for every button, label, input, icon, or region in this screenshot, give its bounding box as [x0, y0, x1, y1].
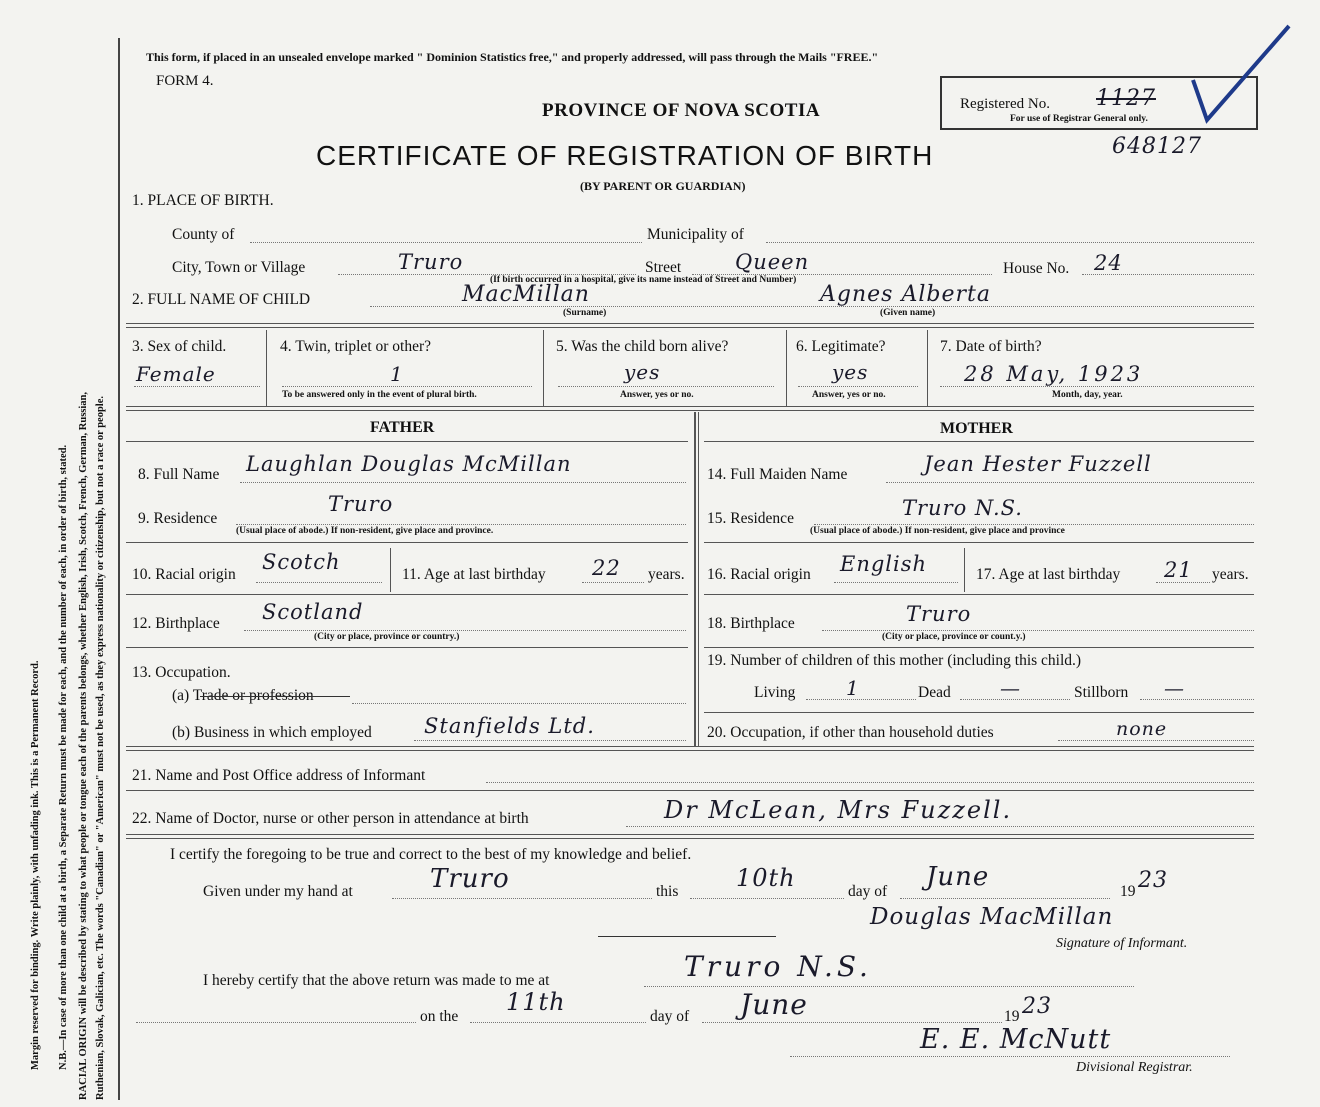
legitimate-value: yes [832, 360, 869, 384]
registrar-day-line [470, 1022, 646, 1023]
mother-birthplace-label: 18. Birthplace [707, 615, 795, 632]
registrar-on-the-label: on the [420, 1008, 459, 1025]
mother-birthplace-line [822, 630, 1254, 631]
registrar-day-of-label: day of [650, 1008, 690, 1025]
margin-rule [118, 38, 120, 1100]
father-age-line [582, 582, 644, 583]
father-race-label: 10. Racial origin [132, 566, 236, 583]
living-line [806, 699, 916, 700]
section-divider [126, 746, 1254, 751]
legitimate-label: 6. Legitimate? [796, 338, 886, 355]
dob-value: 28 May, 1923 [964, 362, 1144, 386]
column-divider [543, 330, 544, 406]
margin-note-3: RACIAL ORIGIN will be described by stating to what people or tongue each of the parents belongs, whether English, Irish, Scotch, French, German, Russian, [78, 391, 89, 1100]
father-birthplace-value: Scotland [262, 600, 364, 624]
province-heading: PROVINCE OF NOVA SCOTIA [542, 100, 821, 121]
legitimate-line [798, 386, 918, 387]
dob-line [940, 386, 1254, 387]
doctor-value: Dr McLean, Mrs Fuzzell. [664, 796, 1013, 824]
father-heading: FATHER [370, 419, 435, 436]
section-divider [126, 834, 1254, 839]
twin-note: To be answered only in the event of plural birth. [282, 390, 477, 400]
municipality-label: Municipality of [647, 226, 744, 243]
mother-birthplace-value: Truro [906, 602, 972, 626]
born-alive-line [558, 386, 774, 387]
margin-note-1: Margin reserved for binding. Write plainly, with unfading ink. This is a Permanent Record. [30, 660, 41, 1070]
doctor-label: 22. Name of Doctor, nurse or other person in attendance at birth [132, 810, 529, 827]
doctor-line [626, 826, 1254, 827]
mother-residence-value: Truro N.S. [902, 496, 1023, 520]
rule [126, 647, 688, 648]
section-divider [126, 406, 1254, 411]
father-name-line [240, 482, 686, 483]
born-alive-note: Answer, yes or no. [620, 390, 694, 400]
father-residence-line [236, 524, 686, 525]
registrar-place-value: Truro N.S. [684, 950, 872, 983]
registrar-signature-line [790, 1056, 1230, 1057]
hospital-note: (If birth occurred in a hospital, give its name instead of Street and Number) [490, 275, 797, 285]
dob-label: 7. Date of birth? [940, 338, 1042, 355]
father-birthplace-note: (City or place, province or country.) [314, 632, 460, 642]
given-month-value: June [926, 862, 990, 892]
mother-dead-value: — [1000, 676, 1021, 700]
father-age-unit: years. [648, 566, 685, 583]
father-name-label: 8. Full Name [138, 466, 220, 483]
page-subtitle: (BY PARENT OR GUARDIAN) [580, 179, 746, 193]
twin-label: 4. Twin, triplet or other? [280, 338, 432, 355]
registrar-month-line [702, 1022, 1002, 1023]
father-occupation-label: 13. Occupation. [132, 664, 231, 681]
rule [704, 594, 1254, 595]
registrar-place-line [644, 986, 1134, 987]
informant-line [486, 782, 1254, 783]
column-divider [927, 330, 928, 406]
parents-divider [694, 412, 696, 746]
given-year-prefix: 19 [1120, 883, 1136, 900]
father-trade-label: (a) Trade or profession [172, 687, 314, 704]
annotation-number: 648127 [1112, 134, 1202, 159]
dob-note: Month, day, year. [1052, 390, 1123, 400]
registered-number: 1127 [1096, 86, 1156, 111]
parents-divider [698, 412, 699, 746]
registrar-note: For use of Registrar General only. [1010, 114, 1148, 124]
born-alive-label: 5. Was the child born alive? [556, 338, 729, 355]
father-name-value: Laughlan Douglas McMillan [246, 452, 572, 476]
stillborn-line [1140, 699, 1254, 700]
mother-residence-line [814, 524, 1254, 525]
column-divider [786, 330, 787, 406]
father-birthplace-label: 12. Birthplace [132, 615, 220, 632]
given-day-line [690, 898, 844, 899]
child-name-label: 2. FULL NAME OF CHILD [132, 291, 311, 308]
column-divider [390, 548, 391, 592]
section-divider [126, 323, 1254, 328]
mother-name-label: 14. Full Maiden Name [707, 466, 848, 483]
mother-race-line [834, 582, 958, 583]
father-race-line [256, 582, 382, 583]
registrar-leading-line [136, 1022, 416, 1023]
sex-label: 3. Sex of child. [132, 338, 227, 355]
registrar-signature: E. E. McNutt [920, 1024, 1112, 1055]
mother-living-label: Living [754, 684, 796, 701]
father-race-value: Scotch [262, 550, 341, 574]
father-business-value: Stanfields Ltd. [424, 714, 595, 738]
mother-age-label: 17. Age at last birthday [976, 566, 1121, 583]
sex-line [134, 386, 260, 387]
mother-name-value: Jean Hester Fuzzell [924, 452, 1152, 476]
rule [704, 712, 1254, 713]
house-label: House No. [1003, 260, 1070, 277]
surname-caption: (Surname) [563, 308, 607, 318]
sex-value: Female [136, 362, 216, 386]
mother-stillborn-value: — [1164, 676, 1185, 700]
city-value: Truro [398, 250, 464, 274]
certify-statement: I certify the foregoing to be true and correct to the best of my knowledge and belief. [170, 846, 692, 863]
given-place-value: Truro [430, 864, 510, 894]
rule [126, 594, 688, 595]
mother-birthplace-note: (City or place, province or count.y.) [882, 632, 1026, 642]
registrar-year-value: 23 [1022, 994, 1052, 1019]
mother-stillborn-label: Stillborn [1074, 684, 1129, 701]
given-under-label: Given under my hand at [203, 883, 353, 900]
street-label: Street [645, 259, 682, 276]
mother-age-line [1156, 582, 1210, 583]
form-number: FORM 4. [156, 73, 214, 89]
page-title: CERTIFICATE OF REGISTRATION OF BIRTH [316, 140, 934, 171]
given-month-line [900, 898, 1110, 899]
registrar-month-value: June [740, 988, 808, 1021]
father-age-value: 22 [592, 556, 621, 580]
mother-occupation-label: 20. Occupation, if other than household duties [707, 724, 994, 741]
city-label: City, Town or Village [172, 259, 306, 276]
father-trade-line [352, 703, 686, 704]
mother-occupation-line [1058, 740, 1254, 741]
column-divider [266, 330, 267, 406]
street-value: Queen [735, 250, 810, 274]
rule [704, 441, 1254, 442]
mother-residence-label: 15. Residence [707, 510, 794, 527]
father-residence-label: 9. Residence [138, 510, 218, 527]
rule [704, 542, 1254, 543]
check-mark-icon [1185, 20, 1295, 130]
place-of-birth-heading: 1. PLACE OF BIRTH. [132, 192, 274, 209]
county-line [250, 242, 642, 243]
registrar-caption: Divisional Registrar. [1076, 1060, 1193, 1075]
father-residence-value: Truro [328, 492, 394, 516]
mother-age-value: 21 [1164, 558, 1193, 582]
father-residence-note: (Usual place of abode.) If non-resident, give place and province. [236, 526, 494, 536]
county-label: County of [172, 226, 235, 243]
child-surname: MacMillan [462, 282, 590, 307]
mother-age-unit: years. [1212, 566, 1249, 583]
father-birthplace-line [244, 630, 686, 631]
born-alive-value: yes [624, 360, 661, 384]
rule [126, 441, 688, 442]
mother-living-value: 1 [846, 676, 860, 700]
mother-name-line [886, 482, 1254, 483]
child-given-name: Agnes Alberta [820, 282, 991, 307]
twin-line [282, 386, 532, 387]
rule [126, 542, 688, 543]
informant-signature: Douglas MacMillan [870, 904, 1114, 930]
blank-rule [598, 936, 776, 937]
mother-occupation-value: none [1116, 718, 1168, 740]
mother-race-label: 16. Racial origin [707, 566, 811, 583]
mother-children-label: 19. Number of children of this mother (including this child.) [707, 652, 1082, 669]
given-caption: (Given name) [880, 308, 936, 318]
given-place-line [392, 898, 652, 899]
mother-race-value: English [840, 552, 928, 576]
rule [126, 790, 1254, 791]
given-year-value: 23 [1138, 868, 1168, 893]
rule [704, 647, 1254, 648]
registered-label: Registered No. [960, 96, 1050, 112]
given-day-value: 10th [736, 864, 796, 892]
informant-signature-caption: Signature of Informant. [1056, 936, 1188, 951]
twin-value: 1 [390, 362, 404, 386]
mailing-notice: This form, if placed in an unsealed envelope marked " Dominion Statistics free," and properly addressed, will pass through the Mails "FREE." [146, 50, 879, 64]
father-business-label: (b) Business in which employed [172, 724, 372, 741]
house-value: 24 [1094, 251, 1123, 275]
trade-strikethrough [200, 696, 350, 697]
informant-label: 21. Name and Post Office address of Informant [132, 767, 426, 784]
margin-note-4: Ruthenian, Slovak, Galician, etc. The words "Canadian" or "American" must not be used, as they express nationality or citizenship, but not a race or people. [95, 395, 106, 1100]
municipality-line [766, 242, 1254, 243]
this-label: this [656, 883, 679, 900]
father-age-label: 11. Age at last birthday [402, 566, 546, 583]
father-business-line [414, 740, 686, 741]
legitimate-note: Answer, yes or no. [812, 390, 886, 400]
column-divider [964, 548, 965, 592]
mother-heading: MOTHER [940, 420, 1013, 437]
given-day-of-label: day of [848, 883, 888, 900]
mother-residence-note: (Usual place of abode.) If non-resident, give place and province [810, 526, 1065, 536]
mother-dead-label: Dead [918, 684, 951, 701]
registrar-day-value: 11th [506, 988, 566, 1016]
margin-note-2: N.B.—In case of more than one child at a birth, a Separate Return must be made for each, and the number of each, in order of birth, stated. [58, 444, 69, 1070]
registrar-statement: I hereby certify that the above return was made to me at [203, 972, 550, 989]
registrar-year-prefix: 19 [1004, 1008, 1020, 1025]
